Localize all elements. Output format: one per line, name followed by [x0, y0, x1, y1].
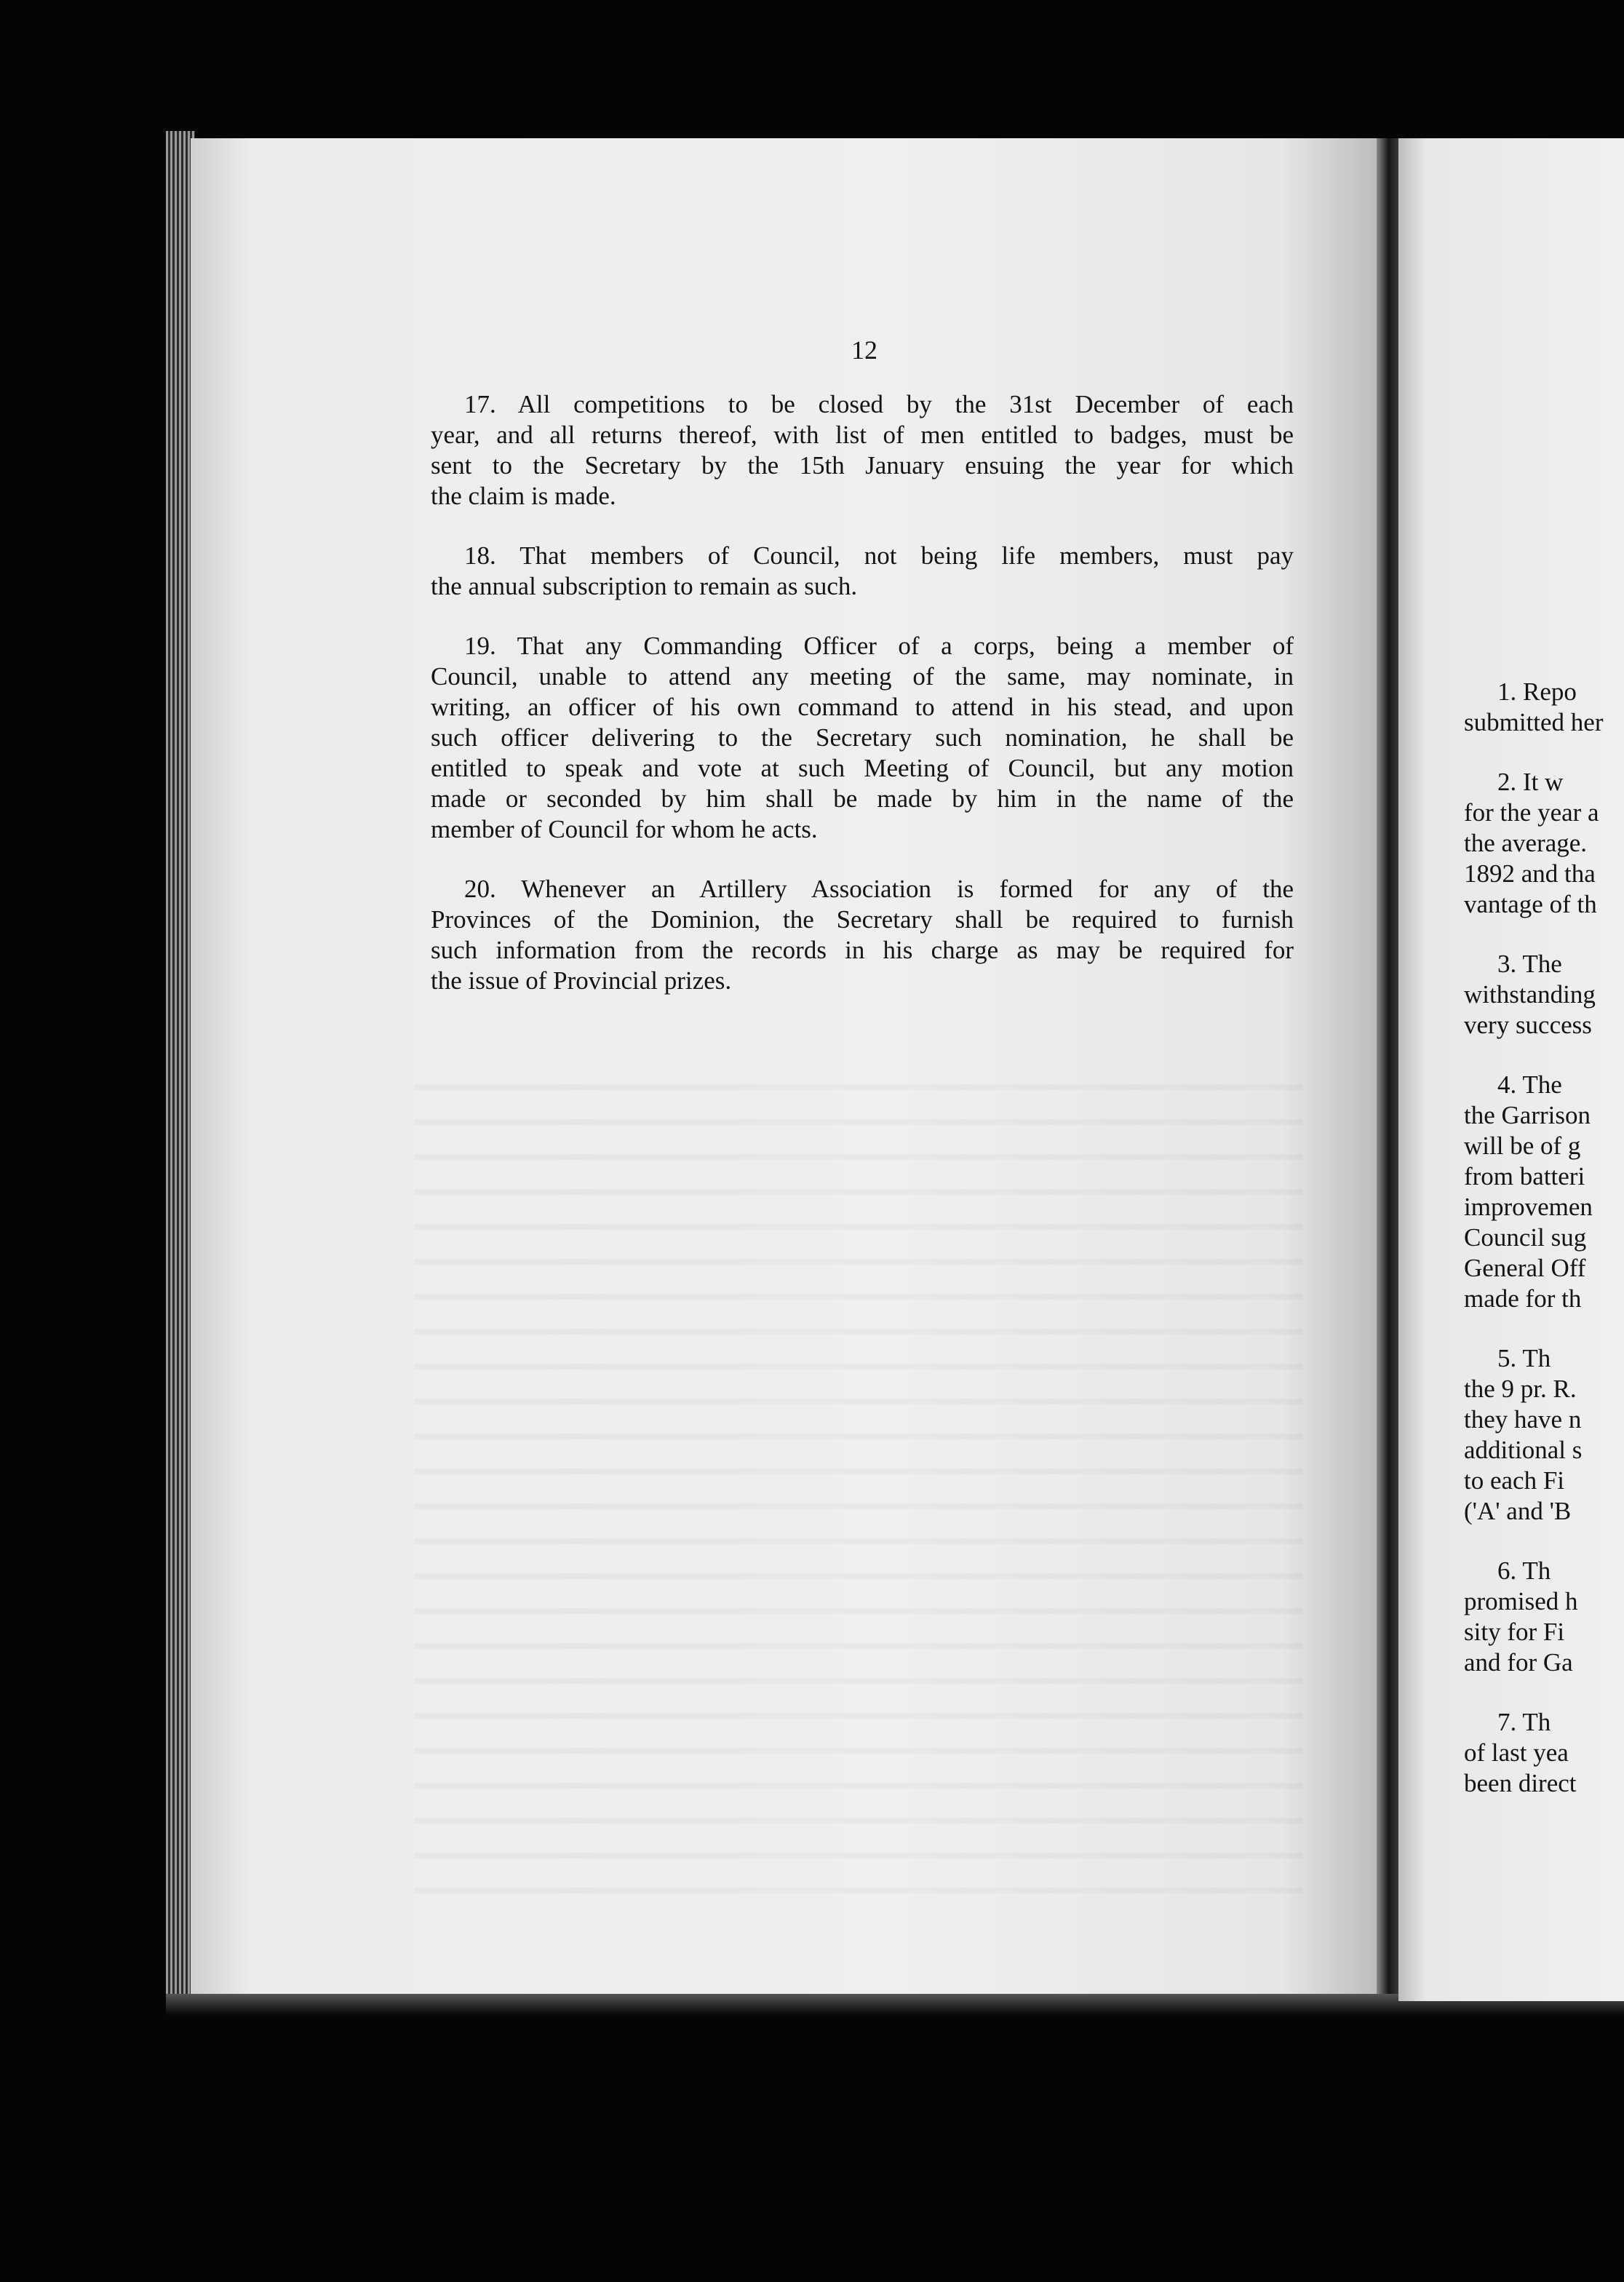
text-line: 20. Whenever an Artillery Association is formed for any of the [464, 875, 1294, 903]
book-gutter [1377, 138, 1398, 2001]
paragraph-17 [431, 389, 1294, 512]
right-text-line: been direct [1464, 1769, 1577, 1797]
text-line: entitled to speak and vote at such Meeting of Council, but any motion [431, 754, 1294, 782]
paragraph-gap [1464, 1314, 1624, 1343]
paragraph-gap [1464, 1678, 1624, 1707]
right-text-line: they have n [1464, 1405, 1582, 1434]
paragraph-gap [1464, 1041, 1624, 1070]
text-line: Council, unable to attend any meeting of the same, may nominate, in [431, 662, 1294, 691]
right-text-line: ('A' and 'B [1464, 1497, 1572, 1525]
text-line: the claim is made. [431, 482, 616, 510]
text-line: 19. That any Commanding Officer of a corps, being a member of [464, 632, 1294, 660]
right-text-line: 4. The [1497, 1070, 1562, 1099]
text-line: 17. All competitions to be closed by the 31st December of each [464, 390, 1294, 418]
paragraph-19 [431, 631, 1294, 845]
right-text-line: General Off [1464, 1254, 1586, 1282]
right-text-line: made for th [1464, 1284, 1582, 1313]
page-number: 12 [851, 335, 877, 365]
right-text-line: 7. Th [1497, 1708, 1551, 1736]
right-text-line: promised h [1464, 1587, 1578, 1615]
right-text-line: 6. Th [1497, 1557, 1551, 1585]
right-text-line: and for Ga [1464, 1648, 1573, 1677]
right-text-line: to each Fi [1464, 1466, 1565, 1495]
right-text-line: 1892 and tha [1464, 859, 1596, 888]
text-line: such information from the records in his charge as may be required for [431, 936, 1294, 964]
text-line: 18. That members of Council, not being life members, must pay [464, 541, 1294, 570]
right-text-line: 5. Th [1497, 1344, 1551, 1372]
right-text-line: improvemen [1464, 1193, 1593, 1221]
right-text-line: very success [1464, 1011, 1592, 1039]
right-text-line: the Garrison [1464, 1101, 1591, 1129]
right-text-line: submitted her [1464, 708, 1604, 736]
text-line: writing, an officer of his own command to attend in his stead, and upon [431, 693, 1294, 721]
text-line: sent to the Secretary by the 15th January ensuing the year for which [431, 451, 1294, 480]
paragraph-20 [431, 874, 1294, 996]
right-text-line: the 9 pr. R. [1464, 1375, 1577, 1403]
right-text-line: from batteri [1464, 1162, 1585, 1190]
right-text-line: withstanding [1464, 980, 1596, 1009]
right-text-line: will be of g [1464, 1132, 1581, 1160]
text-line: made or seconded by him shall be made by him in the name of the [431, 784, 1294, 813]
text-line: member of Council for whom he acts. [431, 815, 818, 843]
right-text-line: additional s [1464, 1436, 1583, 1464]
left-page-body [431, 389, 1294, 1025]
paragraph-18 [431, 541, 1294, 602]
right-text-line: vantage of th [1464, 890, 1597, 918]
right-page-body [1464, 677, 1624, 1799]
text-line: Provinces of the Dominion, the Secretary shall be required to furnish [431, 905, 1294, 934]
text-line: the issue of Provincial prizes. [431, 966, 732, 995]
right-text-line: sity for Fi [1464, 1618, 1565, 1646]
paragraph-gap [1464, 738, 1624, 767]
right-text-line: of last yea [1464, 1738, 1569, 1767]
text-line: the annual subscription to remain as such. [431, 572, 858, 600]
right-text-line: for the year a [1464, 798, 1599, 827]
right-page [1398, 138, 1624, 2001]
right-text-line: 3. The [1497, 950, 1562, 978]
text-line: such officer delivering to the Secretary such nomination, he shall be [431, 723, 1294, 752]
right-text-line: 1. Repo [1497, 677, 1577, 706]
text-line: year, and all returns thereof, with list of men entitled to badges, must be [431, 421, 1294, 449]
right-text-line: Council sug [1464, 1223, 1587, 1252]
show-through-texture [415, 1062, 1302, 1899]
paragraph-gap [1464, 1527, 1624, 1556]
right-text-line: 2. It w [1497, 768, 1564, 796]
right-text-line: the average. [1464, 829, 1588, 857]
paragraph-gap [1464, 920, 1624, 949]
